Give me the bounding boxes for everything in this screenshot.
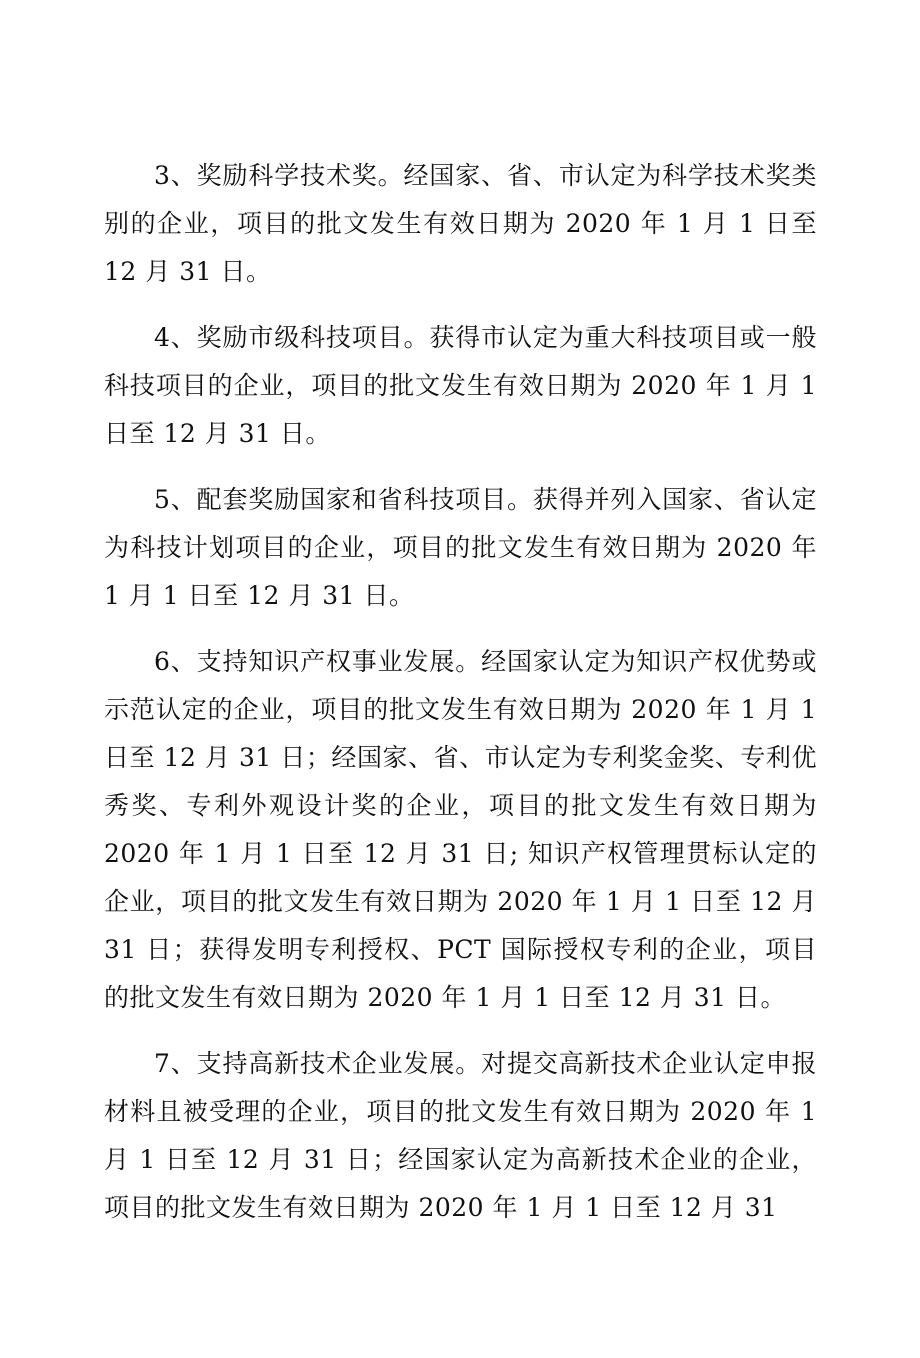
paragraph-6-intellectual-property: 6、支持知识产权事业发展。经国家认定为知识产权优势或示范认定的企业，项目的批文发生有效日期为 2020 年 1 月 1 日至 12 月 31 日；经国家、省、市认定为专利奖金奖、专利优秀奖、专利外观设计奖的企业，项目的批文发生有效日期为 2020 年 1 月 1 日至 12 月 31 日; 知识产权管理贯标认定的企业，项目的批文发生有效日期为 2020 年 1 月 1 日至 12 月 31 日；获得发明专利授权、PCT 国际授权专利的企业，项目的批文发生有效日期为 2020 年 1 月 1 日至 12 月 31 日。 [104,647,817,1012]
paragraph-3-science-award: 3、奖励科学技术奖。经国家、省、市认定为科学技术奖类别的企业，项目的批文发生有效日期为 2020 年 1 月 1 日至 12 月 31 日。 [104,161,817,286]
paragraph-4-city-tech-project: 4、奖励市级科技项目。获得市认定为重大科技项目或一般科技项目的企业，项目的批文发生有效日期为 2020 年 1 月 1 日至 12 月 31 日。 [104,323,817,448]
paragraph-7-high-tech-enterprise: 7、支持高新技术企业发展。对提交高新技术企业认定申报材料且被受理的企业，项目的批文发生有效日期为 2020 年 1 月 1 日至 12 月 31 日；经国家认定为高新技术企业的企业，项目的批文发生有效日期为 2020 年 1 月 1 日至 12 月 31 [104,1049,817,1222]
document-body [104,152,817,1250]
paragraph-5-national-provincial-project: 5、配套奖励国家和省科技项目。获得并列入国家、省认定为科技计划项目的企业，项目的批文发生有效日期为 2020 年 1 月 1 日至 12 月 31 日。 [104,485,817,610]
